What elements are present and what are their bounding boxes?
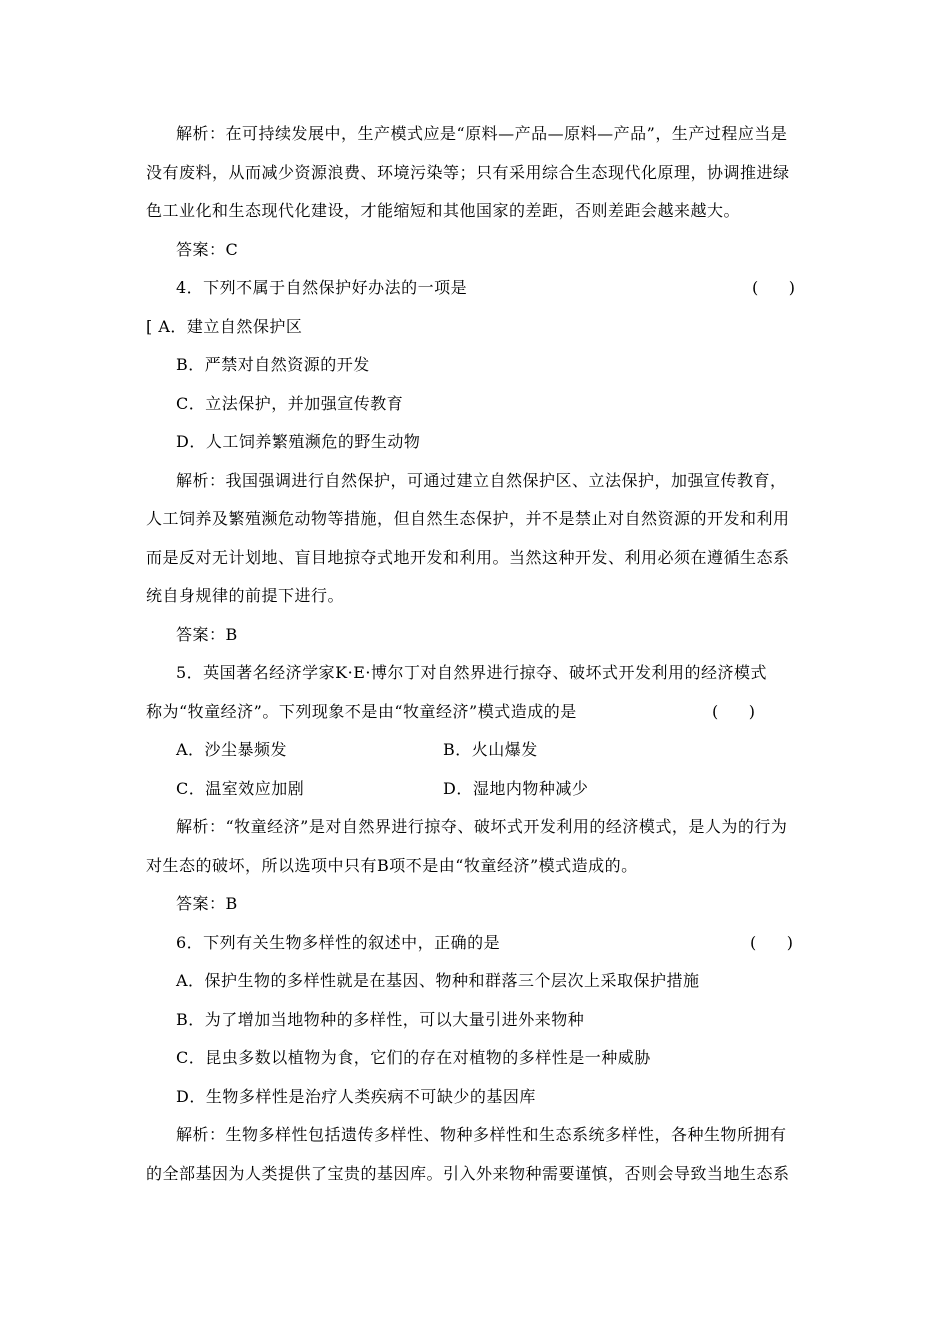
option-c: C．温室效应加剧 bbox=[176, 779, 305, 798]
option-b: B．为了增加当地物种的多样性，可以大量引进外来物种 bbox=[176, 1010, 585, 1029]
question-stem: 5．英国著名经济学家K·E·博尔丁对自然界进行掠夺、破坏式开发利用的经济模式 bbox=[176, 663, 767, 682]
option-b: B．火山爆发 bbox=[443, 740, 538, 759]
analysis-line: 人工饲养及繁殖濒危动物等措施，但自然生态保护，并不是禁止对自然资源的开发和利用 bbox=[146, 509, 790, 528]
option-a: A．保护生物的多样性就是在基因、物种和群落三个层次上采取保护措施 bbox=[176, 971, 700, 990]
option-d: D．生物多样性是治疗人类疾病不可缺少的基因库 bbox=[176, 1087, 536, 1106]
answer-text: 答案：B bbox=[176, 625, 238, 644]
analysis-line: 解析：生物多样性包括遗传多样性、物种多样性和生态系统多样性，各种生物所拥有 bbox=[176, 1125, 787, 1144]
analysis-line: 没有废料，从而减少资源浪费、环境污染等；只有采用综合生态现代化原理，协调推进绿 bbox=[146, 163, 790, 182]
answer-blank: ( ) bbox=[750, 933, 793, 952]
analysis-line: 解析：我国强调进行自然保护，可通过建立自然保护区、立法保护，加强宣传教育， bbox=[176, 471, 787, 490]
analysis-line: 对生态的破坏，所以选项中只有B项不是由“牧童经济”模式造成的。 bbox=[146, 856, 638, 875]
option-a: [ A．建立自然保护区 bbox=[146, 317, 303, 336]
question-stem: 6．下列有关生物多样性的叙述中，正确的是 bbox=[176, 933, 501, 952]
option-b: B．严禁对自然资源的开发 bbox=[176, 355, 370, 374]
option-c: C．立法保护，并加强宣传教育 bbox=[176, 394, 404, 413]
question-stem: 称为“牧童经济”。下列现象不是由“牧童经济”模式造成的是 bbox=[146, 702, 577, 721]
answer-text: 答案：B bbox=[176, 894, 238, 913]
question-stem: 4．下列不属于自然保护好办法的一项是 bbox=[176, 278, 468, 297]
option-d: D．人工饲养繁殖濒危的野生动物 bbox=[176, 432, 421, 451]
answer-blank: ( ) bbox=[752, 278, 795, 297]
answer-blank: ( ) bbox=[712, 702, 755, 721]
analysis-line: 解析：在可持续发展中，生产模式应是“原料—产品—原料—产品”，生产过程应当是 bbox=[176, 124, 788, 143]
analysis-line: 色工业化和生态现代化建设，才能缩短和其他国家的差距，否则差距会越来越大。 bbox=[146, 201, 741, 220]
option-a: A．沙尘暴频发 bbox=[176, 740, 288, 759]
analysis-line: 解析：“牧童经济”是对自然界进行掠夺、破坏式开发利用的经济模式，是人为的行为 bbox=[176, 817, 788, 836]
option-d: D．湿地内物种减少 bbox=[443, 779, 589, 798]
option-c: C．昆虫多数以植物为食，它们的存在对植物的多样性是一种威胁 bbox=[176, 1048, 651, 1067]
answer-text: 答案：C bbox=[176, 240, 239, 259]
analysis-line: 统自身规律的前提下进行。 bbox=[146, 586, 345, 605]
analysis-line: 而是反对无计划地、盲目地掠夺式地开发和利用。当然这种开发、利用必须在遵循生态系 bbox=[146, 548, 790, 567]
analysis-line: 的全部基因为人类提供了宝贵的基因库。引入外来物种需要谨慎，否则会导致当地生态系 bbox=[146, 1164, 790, 1183]
